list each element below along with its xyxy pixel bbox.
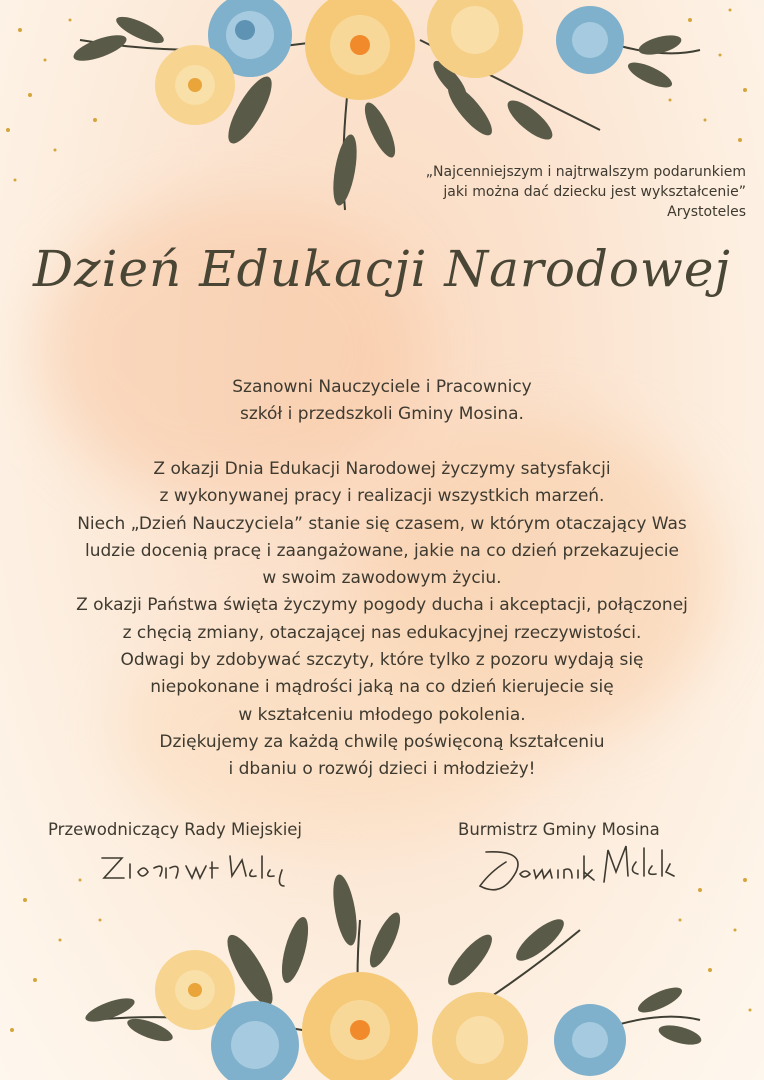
greeting-line: Szanowni Nauczyciele i Pracownicy	[232, 377, 532, 397]
message-body	[0, 456, 764, 784]
message-line: w kształceniu młodego pokolenia.	[238, 704, 526, 725]
quote-author: Arystoteles	[667, 204, 746, 220]
message-line: w swoim zawodowym życiu.	[262, 568, 502, 589]
message-line: Niech „Dzień Nauczyciela” stanie się czasem, w którym otaczający Was	[77, 513, 687, 534]
quote-block	[426, 162, 746, 222]
quote-line-1: „Najcenniejszym i najtrwalszym podarunkiem	[425, 164, 746, 180]
flowers	[155, 950, 626, 1080]
message-line: Z okazji Dnia Edukacji Narodowej życzymy satysfakcji	[153, 459, 611, 479]
greeting	[0, 374, 764, 428]
message-line: niepokonane i mądrości jaką na co dzień kierujecie się	[150, 677, 614, 698]
message-line: ludzie docenią pracę i zaangażowane, jakie na co dzień przekazujecie	[84, 540, 679, 561]
message-line: Odwagi by zdobywać szczyty, które tylko z pozoru wydają się	[120, 650, 644, 671]
message-line: z chęcią zmiany, otaczającej nas edukacyjnej rzeczywistości.	[122, 622, 642, 643]
page-title: Dzień Edukacji Narodowej	[33, 240, 731, 298]
message-line: i dbaniu o rozwój dzieci i młodzieży!	[228, 759, 536, 780]
greeting-line: szkół i przedszkoli Gminy Mosina.	[240, 404, 524, 424]
message-line: Z okazji Państwa święta życzymy pogody ducha i akceptacji, połączonej	[76, 595, 688, 616]
message-line: Dziękujemy za każdą chwilę poświęconą kształceniu	[159, 731, 605, 752]
left-signatory-title: Przewodniczący Rady Miejskiej	[48, 820, 303, 839]
right-signatory-title: Burmistrz Gminy Mosina	[458, 820, 660, 839]
quote-line-2: jaki można dać dziecku jest wykształcenie”	[443, 184, 746, 200]
message-line: z wykonywanej pracy i realizacji wszystkich marzeń.	[159, 486, 605, 507]
bottom-floral-decoration	[0, 860, 764, 1080]
